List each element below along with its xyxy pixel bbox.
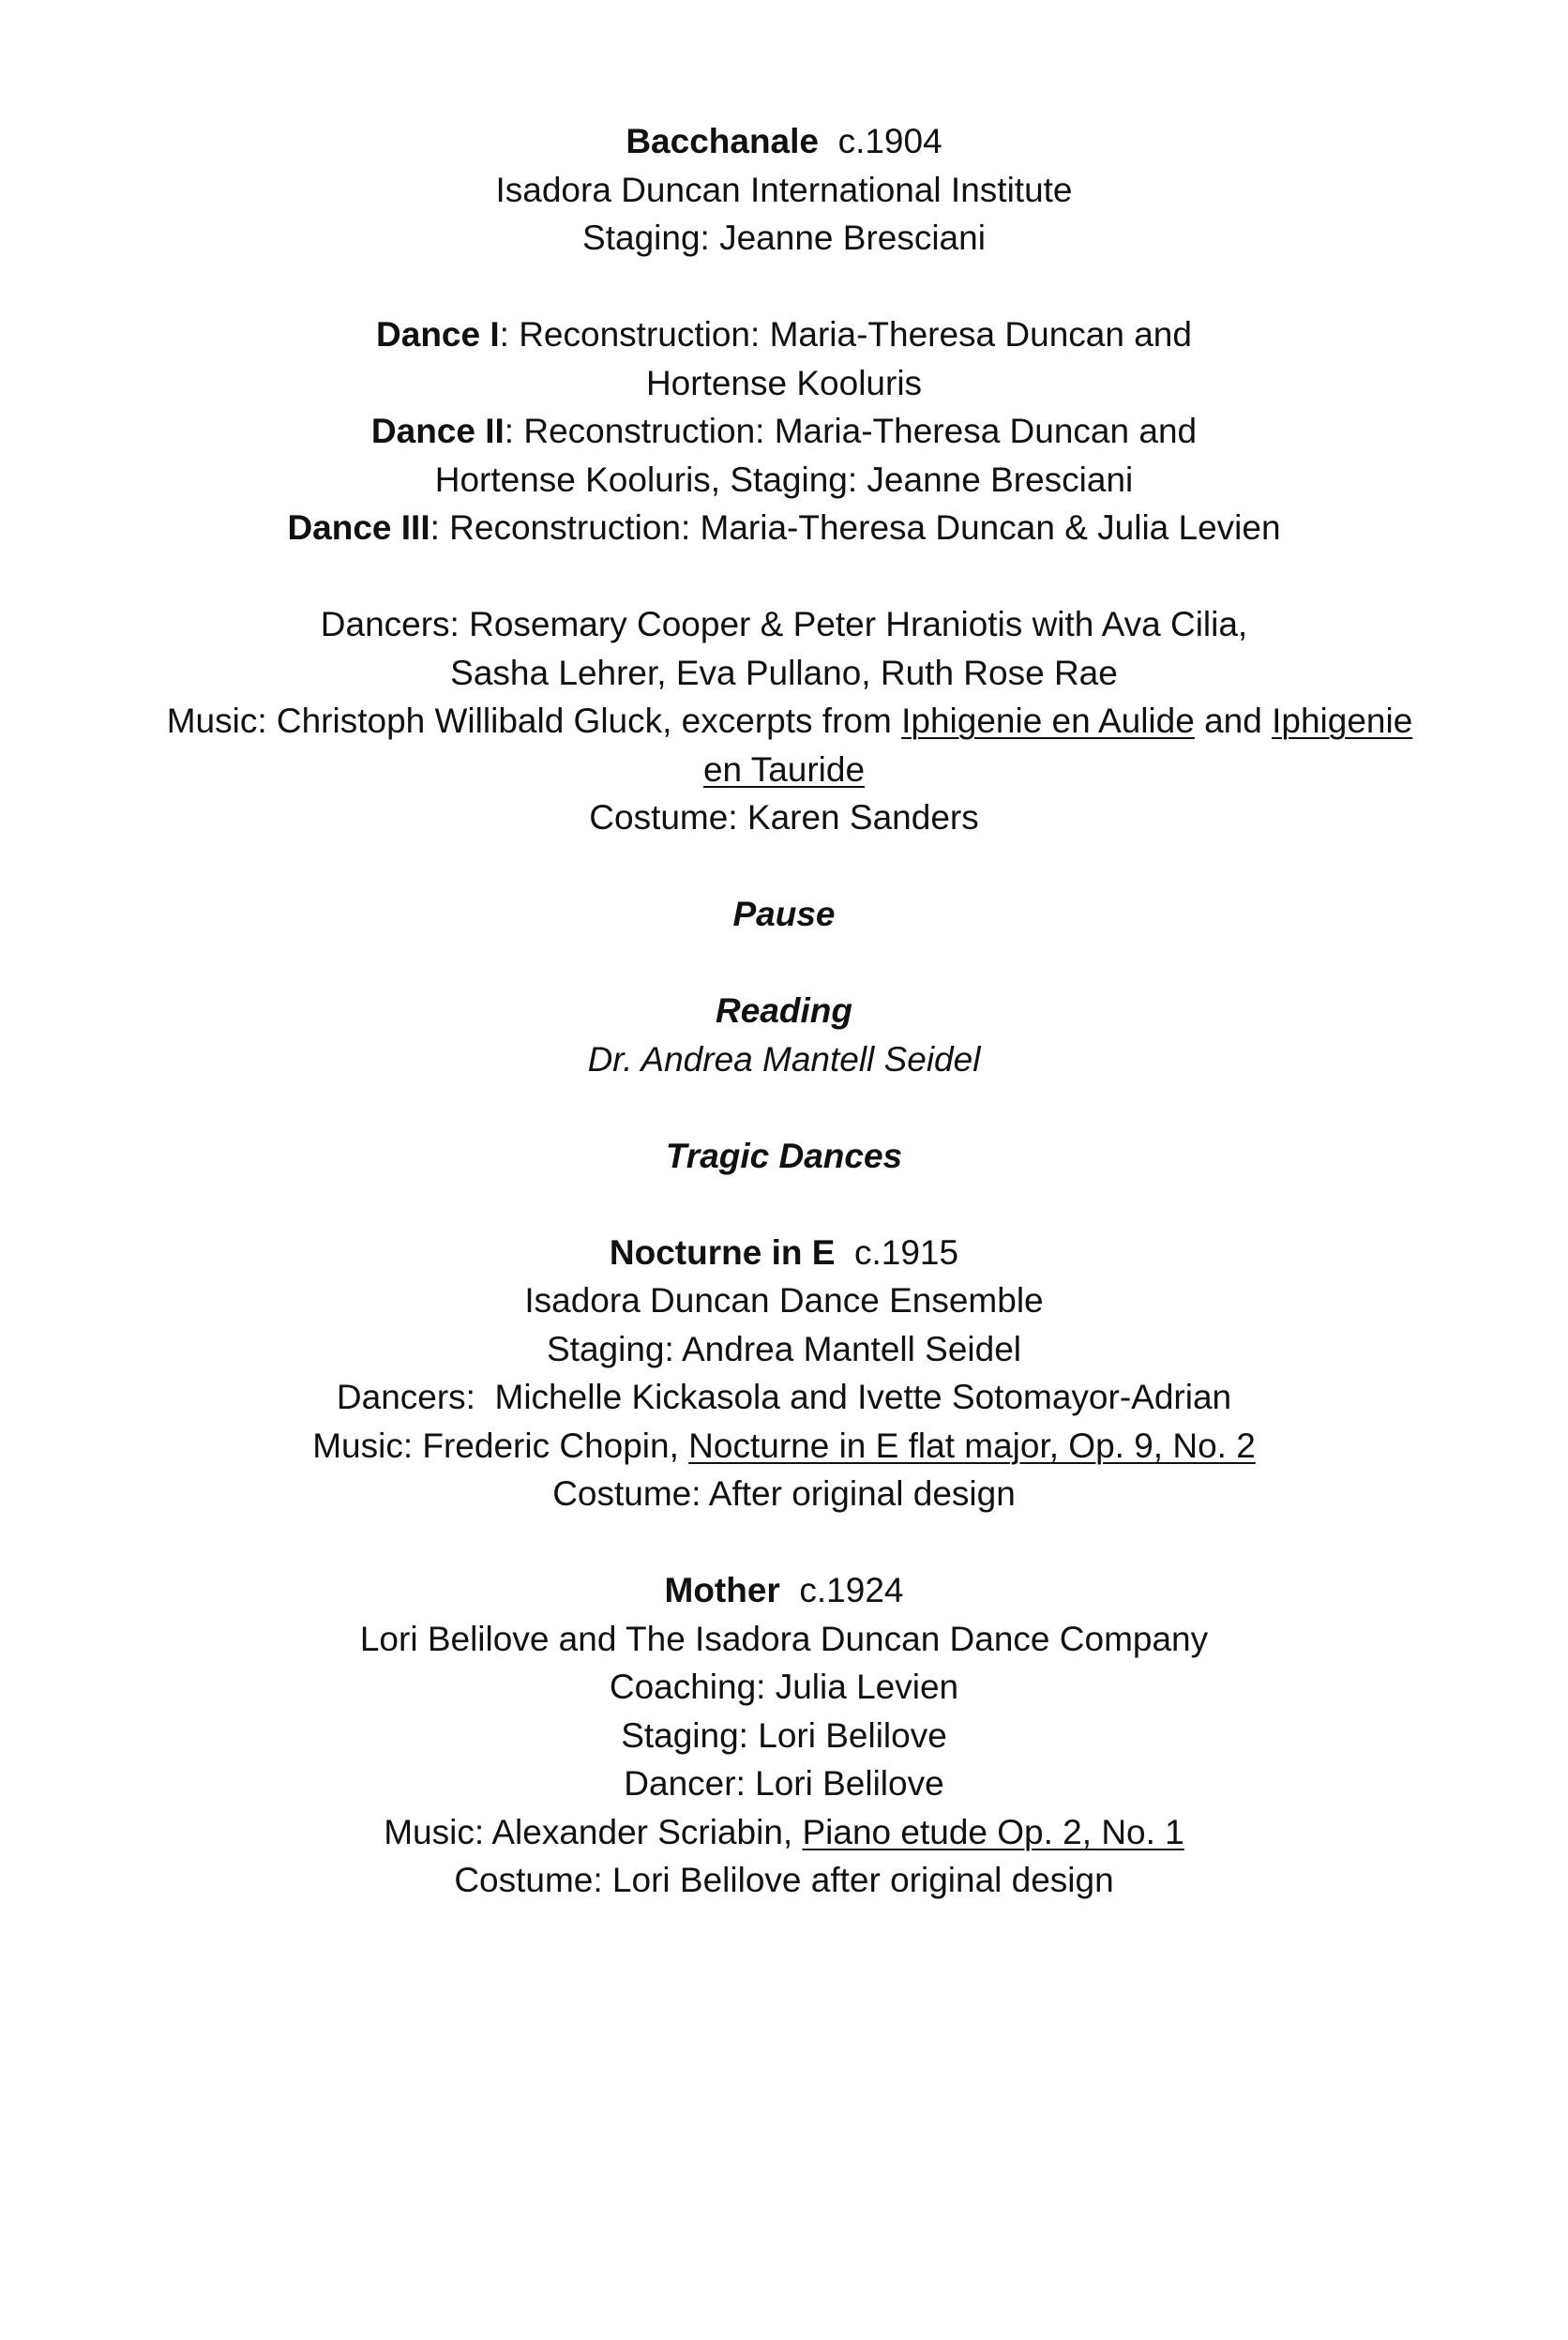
- spacer: [0, 1083, 1568, 1132]
- nocturne-date: c.1915: [854, 1232, 959, 1272]
- pause-heading: Pause: [732, 895, 836, 933]
- bacchanale-date: c.1904: [837, 122, 942, 160]
- nocturne-music-work: Nocturne in E flat major, Op. 9, No. 2: [688, 1426, 1256, 1465]
- bacchanale-music-work2: Iphigenie: [1272, 702, 1413, 740]
- spacer: [0, 552, 1568, 601]
- bacchanale-music-work1: Iphigenie en Aulide: [901, 702, 1195, 740]
- spacer: [0, 1180, 1568, 1229]
- dance1-line: [0, 310, 1568, 359]
- dance1-text-cont: Hortense Kooluris: [645, 363, 923, 402]
- mother-dancer: Dancer: Lori Belilove: [624, 1764, 944, 1803]
- spacer: [0, 842, 1568, 891]
- nocturne-dancers: Dancers: Michelle Kickasola and Ivette Sotomayor-Adrian: [336, 1378, 1232, 1416]
- bacchanale-music-and: and: [1194, 702, 1273, 740]
- mother-costume: Costume: Lori Belilove after original design: [454, 1861, 1114, 1899]
- dance3-label: Dance III: [287, 508, 430, 547]
- bacchanale-music-work2-cont: en Tauride: [702, 749, 866, 789]
- bacchanale-costume: Costume: Karen Sanders: [589, 798, 979, 837]
- nocturne-company: Isadora Duncan Dance Ensemble: [524, 1281, 1044, 1320]
- dance2-line: [0, 407, 1568, 456]
- mother-heading: [0, 1566, 1568, 1615]
- nocturne-staging: Staging: Andrea Mantell Seidel: [546, 1329, 1021, 1368]
- dance2-text-cont: Hortense Kooluris, Staging: Jeanne Bresciani: [434, 460, 1134, 499]
- bacchanale-music-cont: [0, 746, 1568, 794]
- spacer: [0, 939, 1568, 988]
- bacchanale-music: [0, 697, 1568, 746]
- mother-music-prefix: Music: Alexander Scriabin,: [384, 1812, 803, 1851]
- mother-title: Mother: [664, 1571, 780, 1609]
- dance1-label: Dance I: [376, 315, 500, 354]
- dance2-text: : Reconstruction: Maria-Theresa Duncan and: [504, 412, 1198, 450]
- spacer: [0, 263, 1568, 311]
- bacchanale-title: Bacchanale: [626, 122, 819, 160]
- bacchanale-staging: Staging: Jeanne Bresciani: [582, 219, 986, 257]
- mother-coaching: Coaching: Julia Levien: [609, 1668, 959, 1706]
- bacchanale-dancers-cont: Sasha Lehrer, Eva Pullano, Ruth Rose Rae: [450, 653, 1118, 692]
- bacchanale-company: Isadora Duncan International Institute: [495, 170, 1073, 209]
- mother-company: Lori Belilove and The Isadora Duncan Dance Company: [359, 1619, 1209, 1658]
- nocturne-music-prefix: Music: Frederic Chopin,: [312, 1426, 689, 1465]
- bacchanale-music-prefix: Music: Christoph Willibald Gluck, excerpts from: [166, 702, 902, 740]
- spacer: [0, 1518, 1568, 1567]
- dance3-text: : Reconstruction: Maria-Theresa Duncan & Julia Levien: [430, 508, 1281, 547]
- dance3-line: [0, 504, 1568, 552]
- nocturne-costume: Costume: After original design: [552, 1474, 1016, 1513]
- nocturne-heading: [0, 1229, 1568, 1277]
- tragic-dances-heading: Tragic Dances: [665, 1136, 903, 1175]
- bacchanale-dancers: Dancers: Rosemary Cooper & Peter Hraniotis with Ava Cilia,: [320, 605, 1248, 643]
- nocturne-music: [0, 1422, 1568, 1471]
- mother-date: c.1924: [799, 1571, 904, 1609]
- bacchanale-heading: [0, 117, 1568, 166]
- dance1-text: : Reconstruction: Maria-Theresa Duncan and: [499, 315, 1192, 354]
- mother-staging: Staging: Lori Belilove: [621, 1715, 947, 1755]
- dance2-label: Dance II: [370, 412, 505, 450]
- program-page: [0, 117, 1568, 1905]
- mother-music-work: Piano etude Op. 2, No. 1: [802, 1812, 1184, 1851]
- reading-heading: Reading: [716, 991, 852, 1030]
- mother-music: [0, 1808, 1568, 1857]
- reading-reader: Dr. Andrea Mantell Seidel: [587, 1039, 981, 1079]
- nocturne-title: Nocturne in E: [609, 1232, 836, 1272]
